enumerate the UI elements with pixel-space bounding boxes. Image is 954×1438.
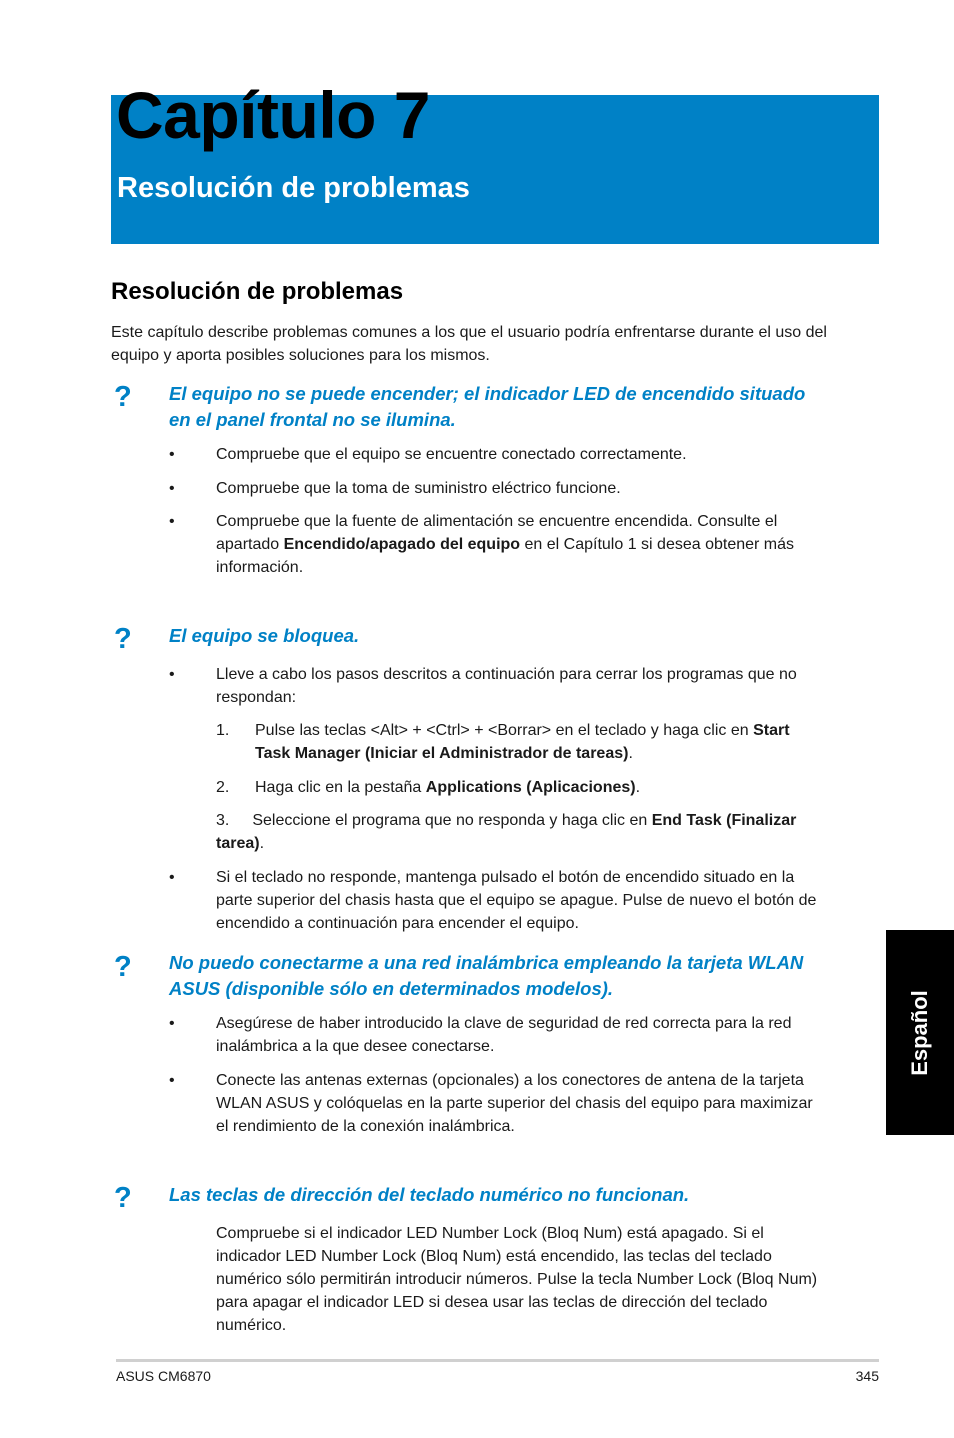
bullet-icon: • — [169, 869, 175, 886]
question-power: El equipo no se puede encender; el indicador LED de encendido situado en el panel frontal no se ilumina. — [169, 383, 806, 430]
bullet-icon: • — [169, 1072, 175, 1089]
bullet-icon: • — [169, 480, 175, 497]
step-number: 2. — [216, 779, 230, 796]
step-item: 3. Seleccione el programa que no responda y haga clic en End Task (Finalizar tarea). — [216, 812, 797, 852]
question-mark-icon: ? — [114, 951, 132, 983]
list-item: Compruebe que la fuente de alimentación se encuentre encendida. Consulte el apartado Encendido/apagado del equipo en el Capítulo 1 si desea obtener más información. — [216, 513, 795, 576]
list-item: Compruebe que el equipo se encuentre conectado correctamente. — [216, 446, 687, 463]
chapter-subtitle: Resolución de problemas — [117, 172, 470, 204]
list-item: Compruebe que la toma de suministro eléctrico funcione. — [216, 480, 621, 497]
question-numpad: Las teclas de dirección del teclado numérico no funcionan. — [169, 1184, 690, 1205]
step-item: Haga clic en la pestaña Applications (Aplicaciones). — [255, 779, 641, 796]
bullet-icon: • — [169, 666, 175, 683]
footer-divider — [116, 1359, 879, 1362]
step-item: Pulse las teclas <Alt> + <Ctrl> + <Borrar> en el teclado y haga clic en Start Task Manager (Iniciar el Administrador de tareas). — [255, 722, 790, 762]
list-item: Si el teclado no responde, mantenga pulsado el botón de encendido situado en la parte superior del chasis hasta que el equipo se apague. Pulse de nuevo el botón de encendido a continuación para encender el equipo. — [216, 869, 817, 932]
bullet-icon: • — [169, 446, 175, 463]
question-mark-icon: ? — [114, 1182, 132, 1214]
section-intro: Este capítulo describe problemas comunes a los que el usuario podría enfrentarse durante el uso del equipo y aporta posibles soluciones para los mismos. — [111, 324, 827, 364]
page-number: 345 — [855, 1368, 879, 1384]
footer-model: ASUS CM6870 — [116, 1368, 211, 1384]
question-mark-icon: ? — [114, 623, 132, 655]
list-item: Lleve a cabo los pasos descritos a continuación para cerrar los programas que no respondan: — [216, 666, 797, 706]
question-freeze: El equipo se bloquea. — [169, 625, 360, 646]
bullet-icon: • — [169, 1015, 175, 1032]
bullet-icon: • — [169, 513, 175, 530]
list-item: Asegúrese de haber introducido la clave de seguridad de red correcta para la red inalámbrica a la que desee conectarse. — [216, 1015, 792, 1055]
section-heading: Resolución de problemas — [111, 278, 404, 305]
list-item: Conecte las antenas externas (opcionales) a los conectores de antena de la tarjeta WLAN ASUS y colóquelas en la parte superior del chasis del equipo para maximizar el rendimiento de la conexión inalámbrica. — [216, 1072, 813, 1135]
step-number: 1. — [216, 722, 230, 739]
answer-paragraph: Compruebe si el indicador LED Number Lock (Bloq Num) está apagado. Si el indicador LED Number Lock (Bloq Num) está encendido, las teclas del teclado numérico sólo permitirán introducir números. Pulse la tecla Number Lock (Bloq Num) para apagar el indicador LED si desea usar las teclas de dirección del teclado numérico. — [216, 1225, 818, 1334]
power-section-reference: Encendido/apagado del equipo — [283, 536, 521, 553]
chapter-title: Capítulo 7 — [116, 78, 431, 152]
language-tab-label: Español — [907, 989, 932, 1076]
language-tab — [886, 930, 954, 1135]
question-wlan: No puedo conectarme a una red inalámbrica empleando la tarjeta WLAN ASUS (disponible sólo en determinados modelos). — [169, 952, 804, 999]
question-mark-icon: ? — [114, 381, 132, 413]
